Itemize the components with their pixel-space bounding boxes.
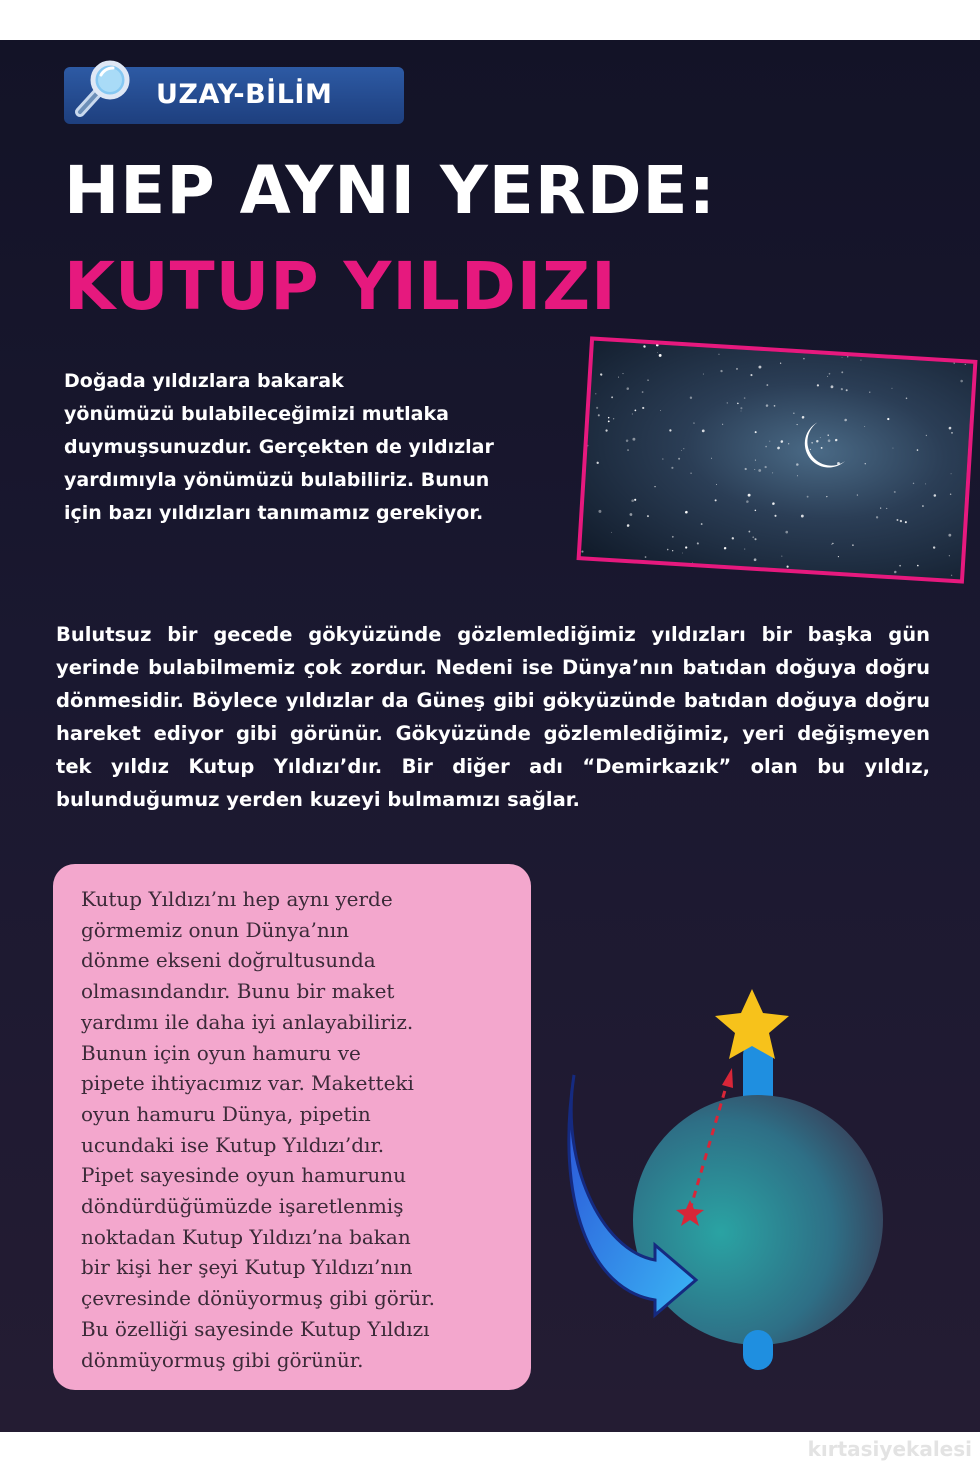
intro-line: duymuşsunuzdur. Gerçekten de yıldızlar [64, 436, 494, 458]
star-dot [765, 446, 767, 448]
star-dot [690, 473, 691, 474]
star-dot [774, 515, 776, 517]
star-dot [716, 484, 717, 485]
star-dot [643, 345, 646, 348]
star-dot [925, 483, 926, 484]
star-dot [744, 548, 745, 549]
star-dot [842, 357, 843, 358]
star-dot [736, 368, 738, 370]
star-dot [754, 469, 755, 470]
star-dot [746, 500, 749, 503]
star-dot [672, 536, 674, 538]
star-dot [951, 473, 952, 474]
star-dot [869, 392, 870, 393]
star-dot [772, 502, 775, 505]
star-dot [758, 469, 761, 472]
earth-axis-polaris-diagram [560, 930, 900, 1380]
star-dot [634, 409, 636, 411]
star-dot [865, 463, 866, 464]
star-dot [715, 499, 717, 501]
star-dot [596, 462, 598, 464]
star-dot [672, 550, 673, 551]
star-dot [933, 546, 936, 549]
star-dot [797, 475, 798, 476]
star-dot [780, 362, 782, 364]
star-dot [618, 377, 619, 378]
star-dot [671, 467, 673, 469]
star-dot [965, 364, 966, 365]
star-dot [611, 396, 613, 398]
star-dot [951, 575, 952, 576]
star-dot [703, 373, 704, 374]
star-dot [950, 493, 952, 495]
star-dot [953, 362, 955, 364]
star-dot [741, 411, 742, 412]
info-box-text: Kutup Yıldızı’nı hep aynı yerde görmemiz onun Dünya’nın dönme ekseni doğrultusunda olmasındandır. Bunu bir maket yardımı ile daha iyi anlayabiliriz. Bunun için oyun hamuru ve pipete ihtiyacımız var. Maketteki oyun hamuru Dünya, pipetin ucundaki ise Kutup Yıldızı’dır. Pipet sayesinde oyun hamurunu döndürdüğümüzde işaretlenmiş noktadan Kutup Yıldızı’na bakan bir kişi her şeyi Kutup Yıldızı’nın çevresinde dönüyormuş gibi görür. Bu özelliği sayesinde Kutup Yıldızı dönmüyormuş gibi görünür. [81, 887, 436, 1372]
star-dot [598, 414, 600, 416]
star-dot [690, 396, 693, 399]
star-dot [727, 402, 728, 403]
star-dot [793, 412, 795, 414]
page-background [0, 40, 980, 1432]
star-dot [693, 422, 695, 424]
star-dot [852, 544, 854, 546]
star-dot [774, 405, 776, 407]
star-dot [807, 496, 809, 498]
star-dot [720, 370, 722, 372]
intro-line: için bazı yıldızları tanımamız gerekiyor. [64, 502, 484, 524]
star-dot [755, 510, 757, 512]
category-label: UZAY-BİLİM [156, 79, 333, 110]
star-dot [697, 542, 699, 544]
star-dot [796, 463, 799, 466]
star-dot [659, 354, 662, 357]
star-dot [587, 445, 589, 447]
star-dot [754, 538, 756, 540]
star-dot [669, 429, 671, 431]
watermark: kırtasiyekalesi [807, 1437, 972, 1461]
star-dot [892, 448, 893, 449]
star-dot [622, 373, 623, 374]
star-dot [951, 432, 953, 434]
star-dot [828, 439, 831, 442]
star-dot [647, 379, 648, 380]
star-dot [801, 515, 804, 518]
star-dot [732, 537, 735, 540]
star-dot [752, 536, 754, 538]
star-dot [667, 549, 669, 551]
star-dot [917, 449, 919, 451]
star-dot [894, 571, 897, 574]
star-dot [724, 547, 727, 550]
star-dot [811, 442, 813, 444]
star-dot [802, 416, 805, 419]
star-dot [887, 418, 889, 420]
main-paragraph-text: Bulutsuz bir gecede gökyüzünde gözlemlediğimiz yıldızları bir başka gün yerinde bulabilmemiz çok zordur. Nedeni ise Dünya’nın batıdan doğuya doğru dönmesidir. Böylece yıldızlar da Güneş gibi gökyüzünde batıdan doğuya doğru hareket ediyor gibi görünür. Gökyüzünde gözlemlediğimiz, yeri değişmeyen tek yıldız Kutup Yıldızı’dır. Bir diğer adı “Demirkazık” olan bu yıldız, bulunduğumuz yerden kuzeyi bulmamızı sağlar. [56, 623, 930, 811]
star-dot [595, 393, 596, 394]
star-dot [864, 426, 865, 427]
star-dot [896, 519, 898, 521]
star-dot [718, 354, 719, 355]
star-dot [596, 407, 598, 409]
star-dot [634, 499, 636, 501]
main-paragraph [56, 618, 930, 816]
star-dot [755, 431, 757, 433]
star-dot [838, 556, 839, 557]
star-dot [781, 556, 782, 557]
star-dot [631, 499, 634, 502]
star-dot [810, 449, 811, 450]
star-dot [682, 553, 683, 554]
star-dot [662, 458, 664, 460]
star-dot [788, 443, 789, 444]
line-of-sight-arrowhead [722, 1068, 733, 1088]
star-dot [656, 344, 659, 347]
star-dot [891, 388, 892, 389]
star-dot [750, 374, 752, 376]
star-dot [827, 434, 829, 436]
star-dot [632, 438, 635, 441]
star-dot [844, 419, 847, 422]
info-box [53, 864, 531, 1390]
rotation-axis-bottom [743, 1330, 773, 1370]
magnifier-icon [70, 56, 134, 120]
star-dot [685, 511, 688, 514]
star-dot [899, 565, 901, 567]
star-dot [777, 447, 780, 450]
star-dot [613, 418, 614, 419]
star-dot [632, 413, 633, 414]
intro-line: yardımıyla yönümüzü bulabiliriz. Bunun [64, 469, 490, 491]
star-dot [766, 384, 768, 386]
star-dot [654, 486, 655, 487]
star-dot [629, 513, 632, 516]
star-dot [876, 516, 878, 518]
star-dot [847, 356, 848, 357]
star-dot [860, 360, 861, 361]
star-dot [769, 441, 770, 442]
star-dot [846, 389, 848, 391]
star-dot [917, 565, 919, 567]
star-dot [913, 483, 915, 485]
star-dot [949, 555, 950, 556]
star-dot [758, 366, 761, 369]
star-dot [830, 385, 833, 388]
star-dot [608, 417, 610, 419]
star-dot [880, 507, 881, 508]
page-title: HEP AYNI YERDE: [64, 152, 716, 229]
star-dot [678, 458, 680, 460]
star-dot [611, 532, 612, 533]
star-dot [642, 407, 644, 409]
star-dot [642, 391, 644, 393]
star-dot [681, 450, 682, 451]
star-dot [605, 429, 607, 431]
star-dot [748, 531, 750, 533]
star-dot [755, 460, 756, 461]
star-dot [581, 550, 583, 552]
star-dot [820, 437, 821, 438]
star-dot [926, 435, 927, 436]
star-dot [754, 558, 757, 561]
star-dot [598, 510, 601, 513]
star-dot [857, 494, 858, 495]
star-dot [900, 520, 902, 522]
star-dot [764, 466, 766, 468]
intro-line: yönümüzü bulabileceğimizi mutlaka [64, 403, 449, 425]
star-dot [817, 384, 819, 386]
star-dot [803, 358, 805, 360]
star-dot [831, 544, 832, 545]
intro-line: Doğada yıldızlara bakarak [64, 370, 344, 392]
page-subtitle: KUTUP YILDIZI [64, 248, 617, 325]
star-dot [627, 524, 630, 527]
star-dot [835, 439, 838, 442]
star-dot [832, 543, 833, 544]
star-dot [841, 388, 843, 390]
star-dot [744, 468, 746, 470]
star-dot [960, 380, 963, 383]
moon-icon [803, 422, 847, 469]
earth-icon [633, 1095, 883, 1345]
star-dot [905, 521, 907, 523]
star-dot [785, 531, 788, 534]
star-dot [786, 565, 788, 567]
star-dot [657, 352, 658, 353]
intro-paragraph [64, 365, 584, 530]
star-dot [660, 410, 661, 411]
star-dot [816, 440, 819, 443]
star-dot [626, 439, 629, 442]
star-dot [685, 546, 687, 548]
star-dot [683, 448, 684, 449]
starfield [581, 341, 973, 580]
star-dot [922, 505, 924, 507]
star-dot [948, 534, 951, 537]
star-dot [826, 496, 827, 497]
star-dot [626, 387, 629, 390]
star-dot [796, 424, 797, 425]
star-dot [766, 404, 769, 407]
star-dot [740, 407, 742, 409]
star-dot [780, 440, 783, 443]
star-dot [906, 397, 908, 399]
star-dot [702, 429, 705, 432]
star-dot [692, 562, 693, 563]
star-dot [841, 371, 843, 373]
star-dot [701, 523, 703, 525]
star-dot [608, 420, 610, 422]
night-sky-moon-image [577, 336, 978, 583]
star-dot [627, 449, 629, 451]
star-dot [886, 508, 887, 509]
star-dot [821, 447, 823, 449]
star-dot [722, 424, 723, 425]
star-dot [894, 491, 896, 493]
star-dot [744, 397, 746, 399]
star-dot [645, 556, 647, 558]
star-dot [711, 458, 712, 459]
star-dot [829, 373, 831, 375]
star-dot [600, 373, 602, 375]
star-dot [647, 515, 649, 517]
star-dot [827, 376, 828, 377]
star-dot [949, 427, 952, 430]
star-dot [737, 403, 739, 405]
star-dot [748, 494, 751, 497]
star-dot [772, 472, 773, 473]
star-dot [933, 494, 936, 497]
